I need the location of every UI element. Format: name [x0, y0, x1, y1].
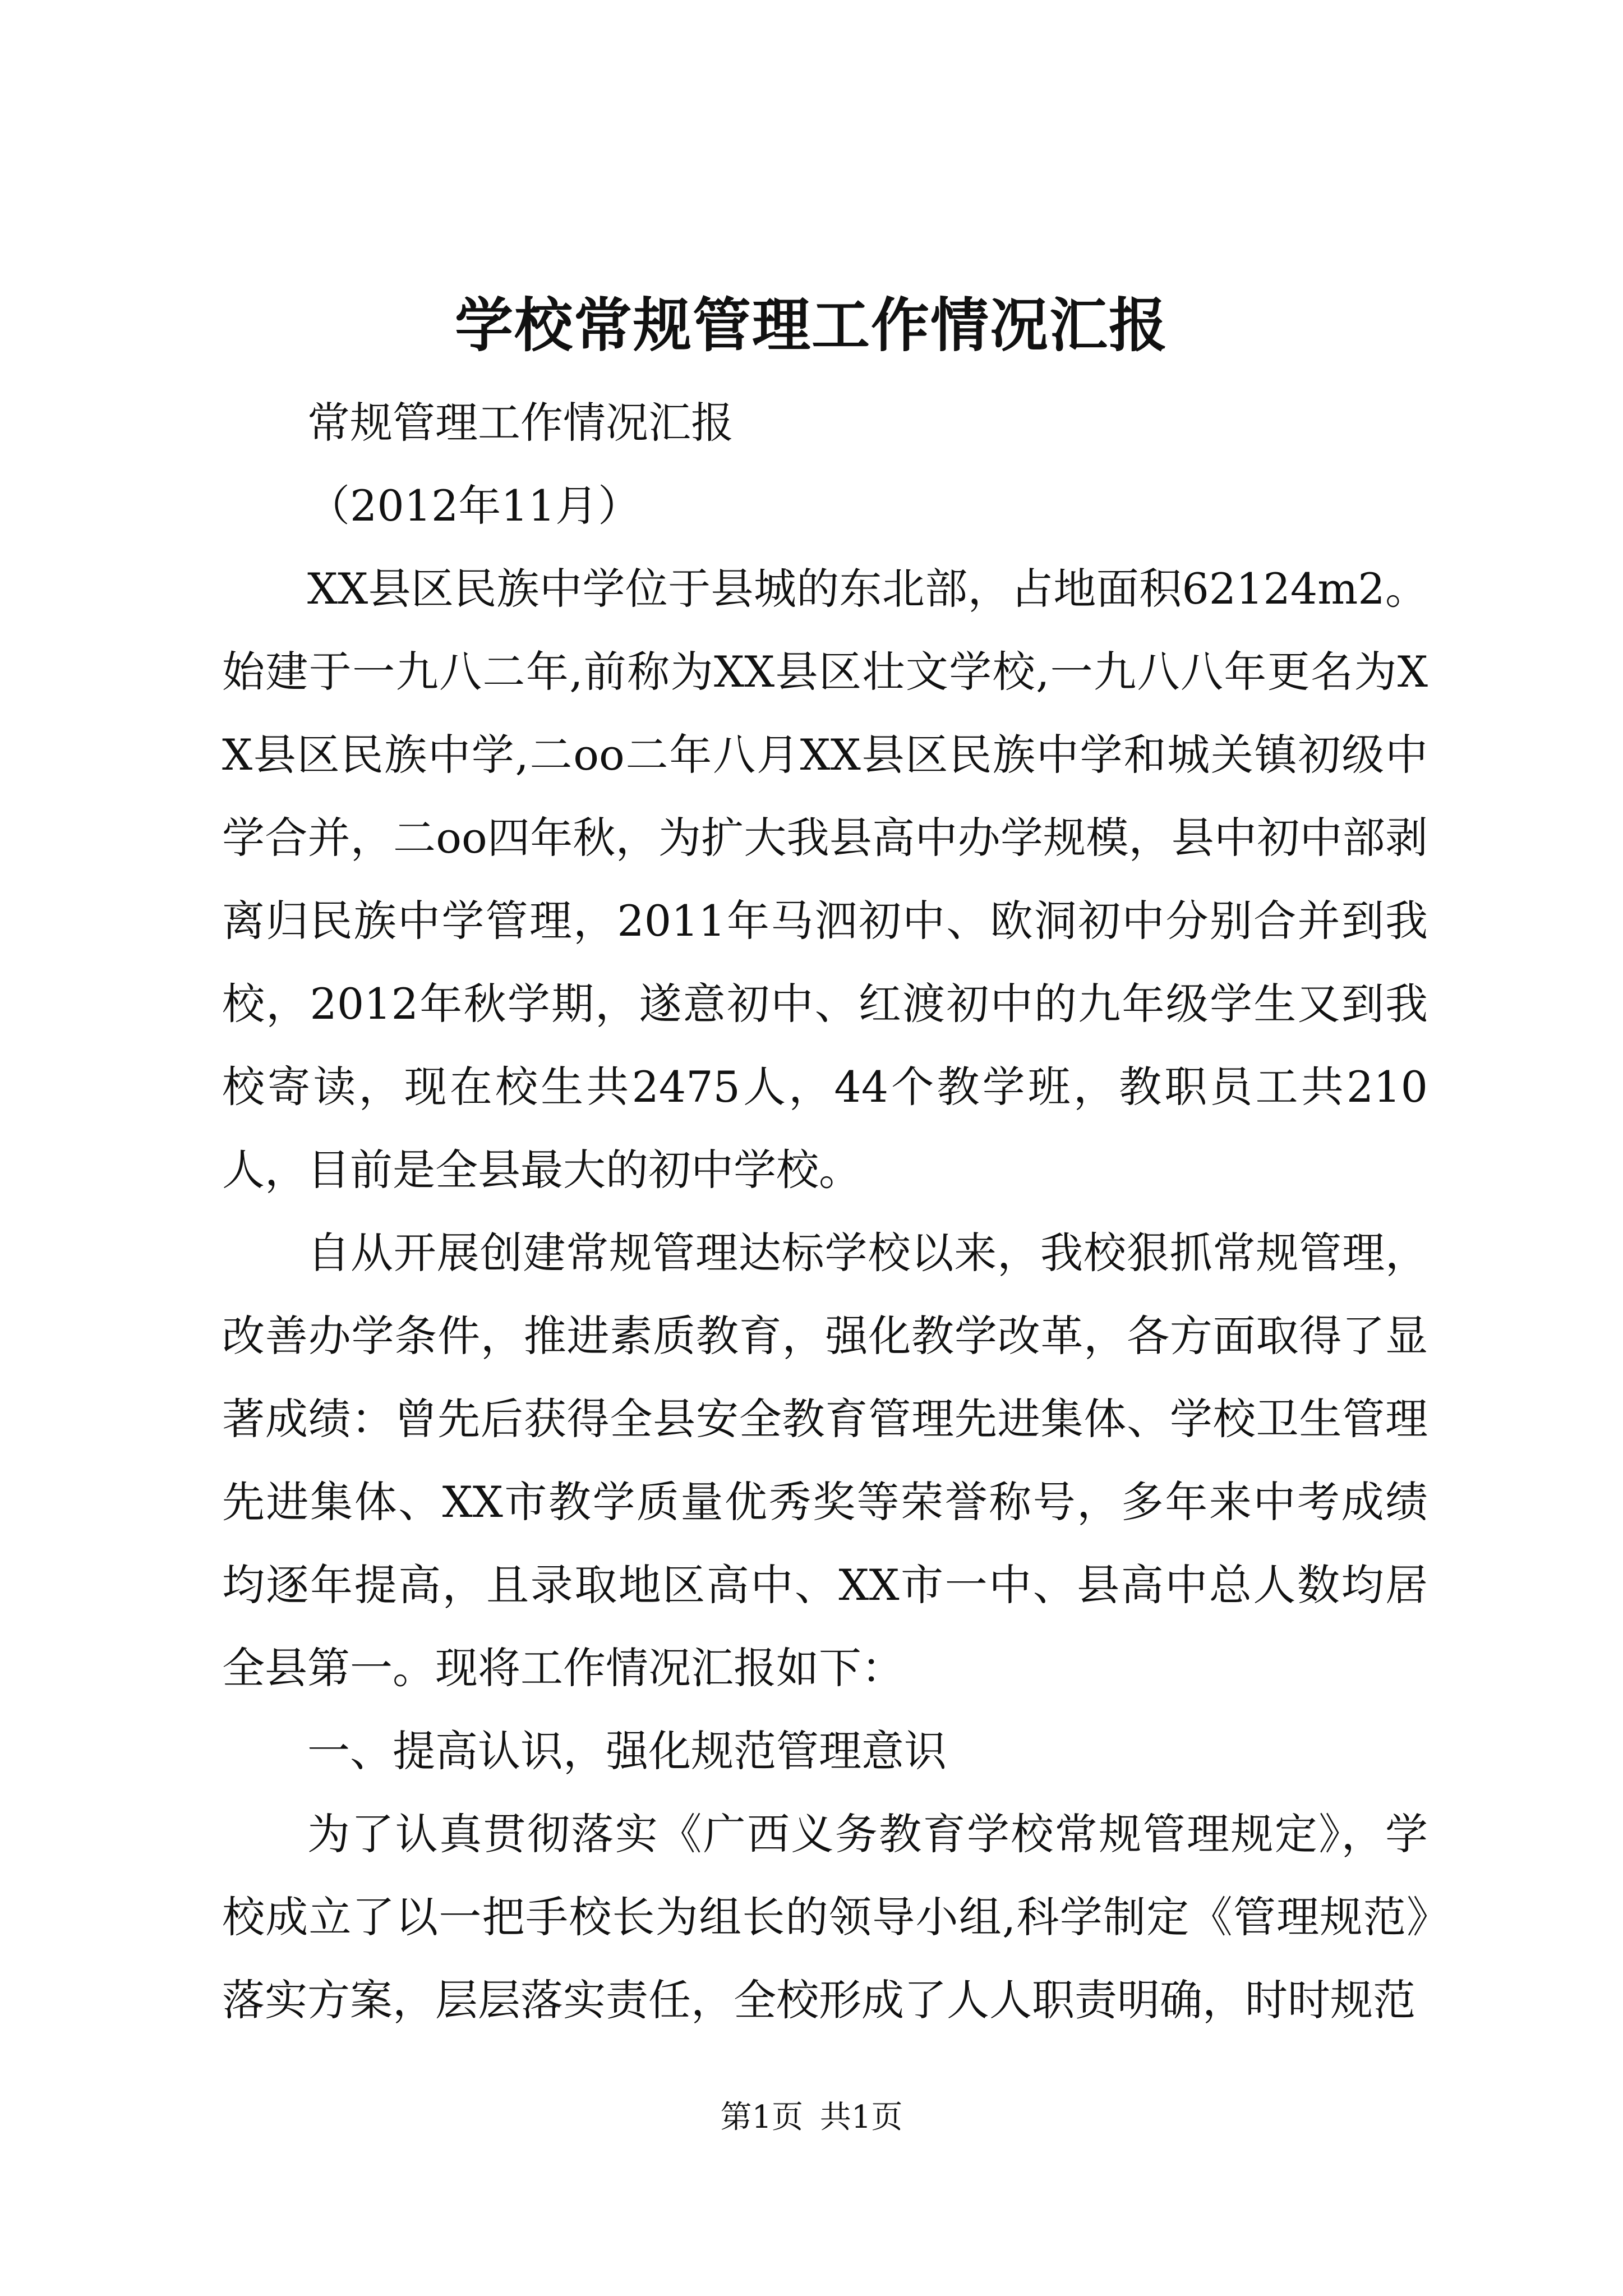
page-footer	[0, 2095, 1623, 2140]
body-paragraph: 自从开展创建常规管理达标学校以来，我校狠抓常规管理，改善办学条件，推进素质教育，强化教学改革，各方面取得了显著成绩：曾先后获得全县安全教育管理先进集体、学校卫生管理先进集体、XX市教学质量优秀奖等荣誉称号，多年来中考成绩均逐年提高，且录取地区高中、XX市一中、县高中总人数均居全县第一。现将工作情况汇报如下：	[222, 1228, 1428, 1693]
document-title: 学校常规管理工作情况汇报	[454, 291, 1168, 360]
date-paragraph: （2012年11月）	[307, 481, 641, 531]
body-paragraph: 为了认真贯彻落实《广西义务教育学校常规管理规定》，学校成立了以一把手校长为组长的领导小组,科学制定《管理规范》落实方案，层层落实责任，全校形成了人人职责明确，时时规范	[222, 1809, 1428, 2025]
page-number: 第1页	[720, 2099, 804, 2136]
body-paragraph: XX县区民族中学位于县城的东北部，占地面积62124m2。始建于一九八二年,前称为XX县区壮文学校,一九八八年更名为XX县区民族中学,二oo二年八月XX县区民族中学和城关镇初级中学合并，二oo四年秋，为扩大我县高中办学规模，县中初中部剥离归民族中学管理，2011年马泗初中、欧洞初中分别合并到我校，2012年秋学期，遂意初中、红渡初中的九年级学生又到我校寄读，现在校生共2475人，44个教学班，教职员工共210人，目前是全县最大的初中学校。	[222, 564, 1428, 1195]
page-total: 共1页	[819, 2099, 903, 2136]
section-heading: 一、提高认识，强化规范管理意识	[307, 1726, 947, 1776]
subtitle-paragraph: 常规管理工作情况汇报	[307, 398, 734, 448]
document-body	[222, 381, 1428, 2042]
